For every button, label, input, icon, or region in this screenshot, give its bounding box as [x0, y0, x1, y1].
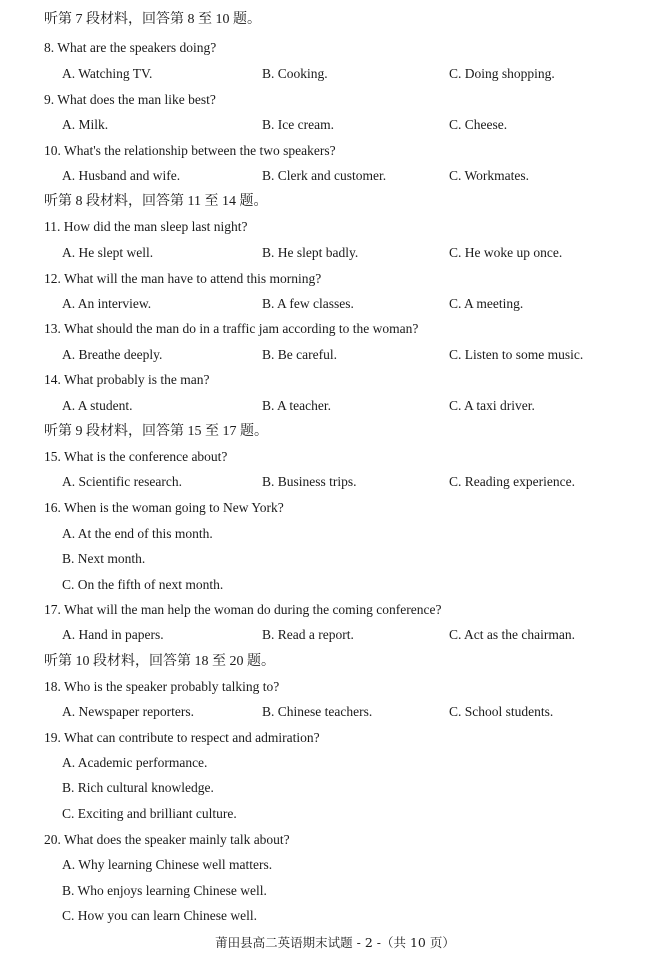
option-12c: C. A meeting.: [449, 296, 524, 311]
option-9a: A. Milk.: [62, 117, 109, 132]
options-row-10: [0, 165, 670, 187]
question-13: 13. What should the man do in a traffic jam according to the woman?: [44, 321, 419, 336]
option-16b-row: [0, 548, 670, 570]
option-8c: C. Doing shopping.: [449, 66, 555, 81]
option-16a: A. At the end of this month.: [62, 526, 213, 541]
option-15a: A. Scientific research.: [62, 474, 182, 489]
section-heading-7: 听第 7 段材料，回答第 8 至 10 题。: [44, 12, 261, 27]
options-row-9: [0, 114, 670, 136]
option-12a: A. An interview.: [62, 296, 152, 311]
option-20b: B. Who enjoys learning Chinese well.: [62, 883, 267, 898]
option-9c: C. Cheese.: [449, 117, 508, 132]
options-row-14: [0, 395, 670, 417]
question-14: 14. What probably is the man?: [44, 372, 210, 387]
option-17a: A. Hand in papers.: [62, 627, 164, 642]
question-8: 8. What are the speakers doing?: [44, 40, 217, 55]
question-11: 11. How did the man sleep last night?: [44, 219, 248, 234]
option-20c-row: [0, 905, 670, 927]
option-17c: C. Act as the chairman.: [449, 627, 575, 642]
option-19b-row: [0, 777, 670, 799]
option-16c: C. On the fifth of next month.: [62, 577, 224, 592]
options-row-17: [0, 624, 670, 646]
option-20b-row: [0, 880, 670, 902]
option-10b: B. Clerk and customer.: [262, 168, 387, 183]
question-17: 17. What will the man help the woman do during the coming conference?: [44, 602, 442, 617]
option-17b: B. Read a report.: [262, 627, 354, 642]
section-heading-8: 听第 8 段材料，回答第 11 至 14 题。: [44, 194, 268, 209]
options-row-15: [0, 471, 670, 493]
option-12b: B. A few classes.: [262, 296, 354, 311]
option-14a: A. A student.: [62, 398, 133, 413]
option-20a-row: [0, 854, 670, 876]
option-14b: B. A teacher.: [262, 398, 331, 413]
page-footer: 莆田县高二英语期末试题 - 2 -（共 10 页）: [215, 935, 455, 950]
option-10a: A. Husband and wife.: [62, 168, 181, 183]
options-row-18: [0, 701, 670, 723]
option-15b: B. Business trips.: [262, 474, 357, 489]
option-18b: B. Chinese teachers.: [262, 704, 373, 719]
option-13a: A. Breathe deeply.: [62, 347, 163, 362]
option-19a-row: [0, 752, 670, 774]
option-16b: B. Next month.: [62, 551, 146, 566]
option-9b: B. Ice cream.: [262, 117, 334, 132]
question-16: 16. When is the woman going to New York?: [44, 500, 284, 515]
option-15c: C. Reading experience.: [449, 474, 575, 489]
option-20c: C. How you can learn Chinese well.: [62, 908, 257, 923]
options-row-13: [0, 344, 670, 366]
options-row-8: [0, 63, 670, 85]
option-18a: A. Newspaper reporters.: [62, 704, 194, 719]
section-heading-9: 听第 9 段材料，回答第 15 至 17 题。: [44, 424, 268, 439]
question-18: 18. Who is the speaker probably talking to?: [44, 679, 280, 694]
option-11a: A. He slept well.: [62, 245, 154, 260]
option-8b: B. Cooking.: [262, 66, 328, 81]
question-19: 19. What can contribute to respect and admiration?: [44, 730, 320, 745]
option-19b: B. Rich cultural knowledge.: [62, 780, 214, 795]
question-9: 9. What does the man like best?: [44, 92, 216, 107]
option-19c-row: [0, 803, 670, 825]
option-11c: C. He woke up once.: [449, 245, 563, 260]
option-18c: C. School students.: [449, 704, 554, 719]
option-11b: B. He slept badly.: [262, 245, 359, 260]
option-16a-row: [0, 523, 670, 545]
option-19a: A. Academic performance.: [62, 755, 208, 770]
question-12: 12. What will the man have to attend this morning?: [44, 271, 322, 286]
question-20: 20. What does the speaker mainly talk about?: [44, 832, 290, 847]
question-15: 15. What is the conference about?: [44, 449, 228, 464]
option-14c: C. A taxi driver.: [449, 398, 535, 413]
question-10: 10. What's the relationship between the two speakers?: [44, 143, 336, 158]
option-13b: B. Be careful.: [262, 347, 337, 362]
options-row-12: [0, 293, 670, 315]
option-19c: C. Exciting and brilliant culture.: [62, 806, 237, 821]
option-20a: A. Why learning Chinese well matters.: [62, 857, 273, 872]
option-16c-row: [0, 574, 670, 596]
option-10c: C. Workmates.: [449, 168, 530, 183]
option-13c: C. Listen to some music.: [449, 347, 584, 362]
options-row-11: [0, 242, 670, 264]
option-8a: A. Watching TV.: [62, 66, 153, 81]
section-heading-10: 听第 10 段材料，回答第 18 至 20 题。: [44, 654, 275, 669]
